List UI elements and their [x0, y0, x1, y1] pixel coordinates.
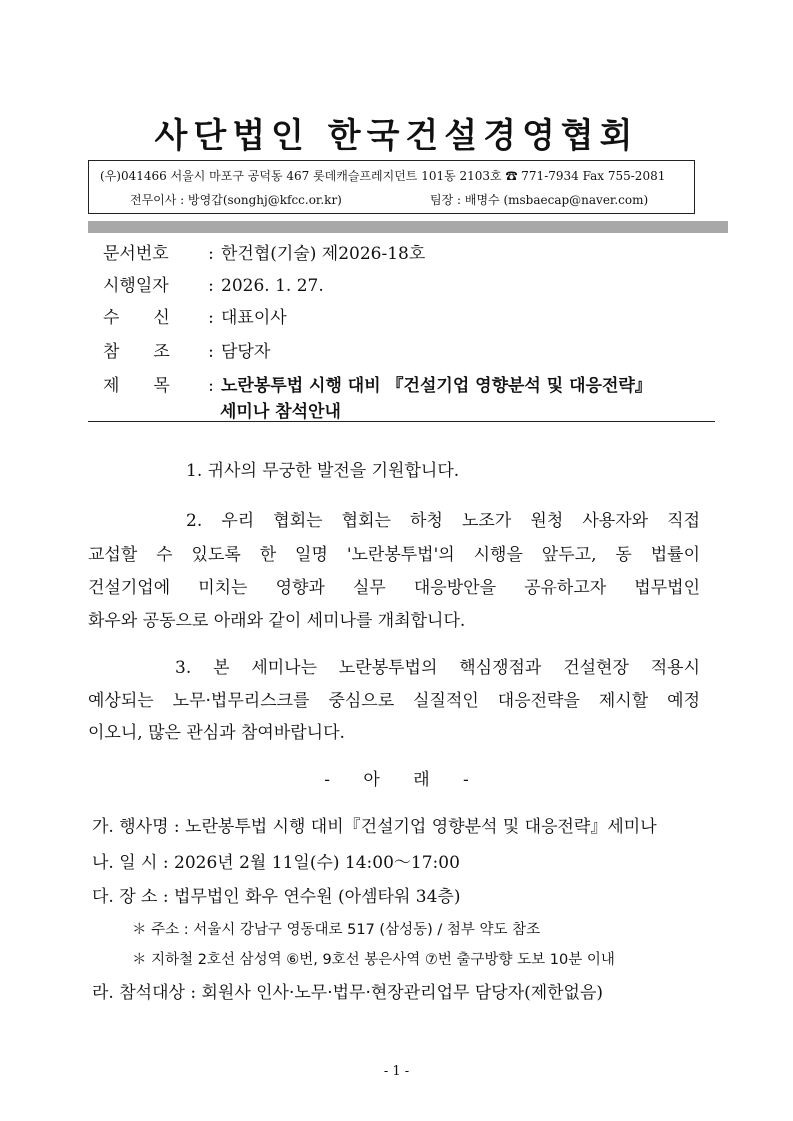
datetime-value: 2026년 2월 11일(수) 14:00～17:00 — [174, 853, 460, 873]
recipient-row — [103, 303, 287, 328]
paragraph-3-line-1: 3. 본 세미나는 노란봉투법의 핵심쟁점과 건설현장 적용시 — [175, 658, 700, 678]
doc-number-row — [103, 239, 425, 264]
venue-subway-note: ＊ 지하철 2호선 삼성역 ⑥번, 9호선 봉은사역 ⑦번 출구방향 도보 10분 이내 — [132, 952, 615, 968]
paragraph-2-line-4: 화우와 공동으로 아래와 같이 세미나를 개최합니다. — [88, 611, 466, 631]
recipient-label: 수 신 — [103, 308, 170, 328]
reference: 담당자 — [221, 342, 271, 362]
separator: : — [208, 376, 214, 396]
doc-number-label: 문서번호 — [103, 244, 169, 264]
separator: : — [162, 887, 169, 907]
paragraph-1: 1. 귀사의 무궁한 발전을 기원합니다. — [186, 461, 460, 481]
header-rule — [88, 421, 715, 422]
contact-team-lead: 팀장 : 배명수 (msbaecap@naver.com) — [430, 193, 649, 207]
separator: : — [173, 817, 180, 837]
separator: : — [208, 342, 214, 362]
org-title: 사단법인 한국건설경영협회 — [154, 116, 639, 156]
event-label: 가. 행사명 — [92, 817, 169, 837]
divider-bar — [88, 221, 728, 233]
target-label: 라. 참석대상 — [92, 983, 185, 1003]
datetime-label: 나. 일 시 — [92, 853, 158, 873]
address-line: (우)041466 서울시 마포구 공덕동 467 롯데캐슬프레지던트 101동 2103호 ☎ 771-7934 Fax 755-2081 — [100, 169, 666, 183]
date-row — [103, 271, 324, 296]
reference-row — [103, 337, 270, 362]
separator: : — [190, 983, 197, 1003]
separator: : — [208, 276, 214, 296]
contact-line — [100, 191, 690, 208]
event-value: 노란봉투법 시행 대비『건설기업 영향분석 및 대응전략』세미나 — [185, 817, 657, 837]
date-label: 시행일자 — [103, 276, 169, 296]
issue-date: 2026. 1. 27. — [221, 276, 324, 296]
venue-label: 다. 장 소 — [92, 887, 158, 907]
venue-row — [92, 882, 460, 907]
venue-value: 법무법인 화우 연수원 (아셈타워 34층) — [174, 887, 461, 907]
subject-label: 제 목 — [103, 376, 170, 396]
subject-line-1: 노란봉투법 시행 대비 『건설기업 영향분석 및 대응전략』 — [221, 376, 652, 396]
target-row — [92, 978, 603, 1003]
page-number: - 1 - — [383, 1064, 410, 1079]
notice-heading: - 아 래 - — [324, 770, 469, 790]
separator: : — [162, 853, 169, 873]
paragraph-2-line-1: 2. 우리 협회는 협회는 하청 노조가 원청 사용자와 직접 — [186, 511, 700, 531]
datetime-row — [92, 848, 460, 873]
subject-line-2: 세미나 참석안내 — [220, 402, 341, 422]
doc-number: 한건협(기술) 제2026-18호 — [221, 244, 426, 264]
event-row — [92, 812, 657, 837]
separator: : — [208, 308, 214, 328]
recipient: 대표이사 — [221, 308, 287, 328]
venue-address-note: ＊ 주소 : 서울시 강남구 영동대로 517 (삼성동) / 첨부 약도 참조 — [132, 922, 541, 938]
target-value: 회원사 인사·노무·법무·현장관리업무 담당자(제한없음) — [201, 983, 604, 1003]
contact-director: 전무이사 : 방영갑(songhj@kfcc.or.kr) — [130, 193, 342, 207]
subject-row — [103, 371, 652, 396]
paragraph-3-line-2: 예상되는 노무·법무리스크를 중심으로 실질적인 대응전략을 제시할 예정 — [88, 691, 700, 711]
paragraph-2-line-3: 건설기업에 미치는 영향과 실무 대응방안을 공유하고자 법무법인 — [88, 578, 700, 598]
paragraph-2-line-2: 교섭할 수 있도록 한 일명 '노란봉투법'의 시행을 앞두고, 동 법률이 — [88, 545, 700, 565]
separator: : — [208, 244, 214, 264]
reference-label: 참 조 — [103, 342, 170, 362]
paragraph-3-line-3: 이오니, 많은 관심과 참여바랍니다. — [88, 723, 345, 743]
